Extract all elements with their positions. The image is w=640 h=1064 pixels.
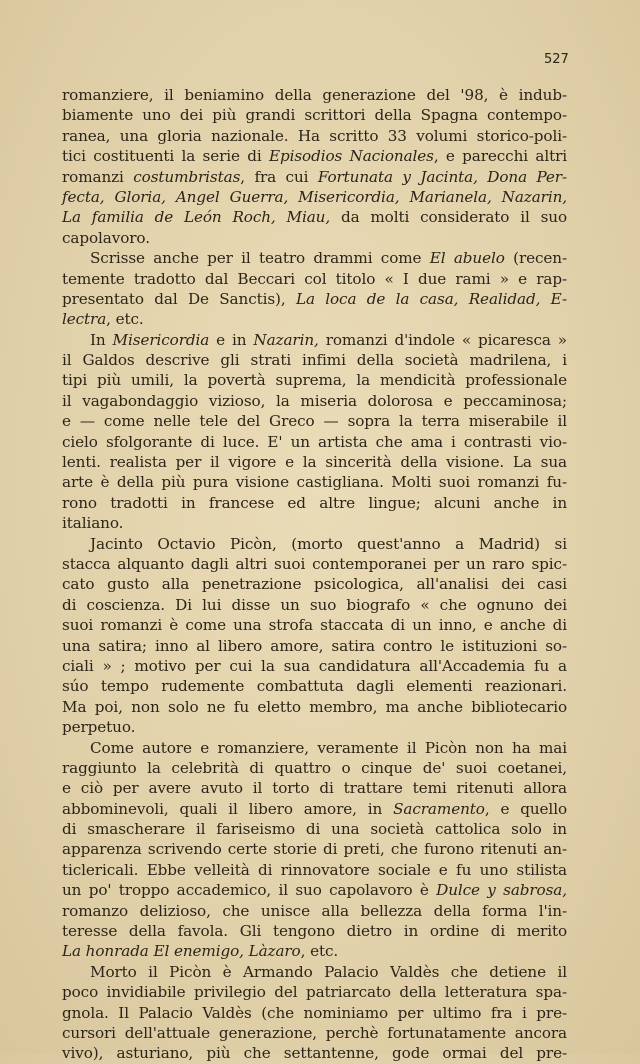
text-line <box>62 738 567 758</box>
text-segment: , e quello <box>484 799 567 818</box>
text-line <box>62 1023 567 1043</box>
text-segment: arte è della più pura visione castigliana. Molti suoi romanzi fu- <box>62 473 567 492</box>
italic-title: Dulce y sabrosa, <box>436 881 567 900</box>
text-segment: teresse della favola. Gli tengono dietro in ordine di merito <box>62 922 567 941</box>
text-segment: Come autore e romanziere, veramente il Picòn non ha mai <box>90 738 567 757</box>
text-segment: temente tradotto dal Beccari col titolo « I due rami » e rap- <box>62 269 567 288</box>
text-line <box>62 901 567 921</box>
page-number: 527 <box>544 52 569 67</box>
text-line <box>62 472 567 492</box>
text-line <box>62 717 567 737</box>
text-segment: (recen- <box>504 249 568 268</box>
text-segment: abbominevoli, quali il libero amore, in <box>62 799 394 818</box>
text-line <box>62 146 567 166</box>
italic-title: fecta, Gloria, Angel Guerra, Misericordia, Marianela, Nazarin, <box>62 187 567 206</box>
text-line <box>62 554 567 574</box>
text-segment: tipi più umili, la povertà suprema, la mendicità professionale <box>62 371 567 390</box>
text-line <box>62 839 567 859</box>
text-segment: suoi romanzi è come una strofa staccata di un inno, e anche di <box>62 616 567 635</box>
text-segment: una satira; inno al libero amore, satira contro le istituzioni so- <box>62 636 567 655</box>
text-line <box>62 370 567 390</box>
text-segment: , e parecchi altri <box>433 147 567 166</box>
text-line <box>62 941 567 961</box>
text-segment: rono tradotti in francese ed altre lingue; alcuni anche in <box>62 493 567 512</box>
italic-title: La honrada El enemigo, Làzaro <box>62 942 301 961</box>
text-line <box>62 778 567 798</box>
text-line <box>62 228 567 248</box>
text-line <box>62 411 567 431</box>
text-line <box>62 207 567 227</box>
text-segment: tici costituenti la serie di <box>62 147 269 166</box>
text-segment: di smascherare il fariseismo di una società cattolica solo in <box>62 820 567 839</box>
text-segment: presentato dal De Sanctis), <box>62 289 296 308</box>
text-segment: di coscienza. Di lui disse un suo biografo « che ognuno dei <box>62 595 567 614</box>
italic-title: Nazarin, <box>253 330 319 349</box>
text-segment: il Galdos descrive gli strati infimi della società madrilena, i <box>62 351 567 370</box>
text-line <box>62 493 567 513</box>
text-segment: lenti. realista per il vigore e la sincerità della visione. La sua <box>62 453 567 472</box>
text-segment: Scrisse anche per il teatro drammi come <box>90 249 430 268</box>
body-text <box>62 85 567 1064</box>
text-line <box>62 309 567 329</box>
text-segment: gnola. Il Palacio Valdès (che nominiamo per ultimo fra i pre- <box>62 1003 567 1022</box>
text-segment: vivo), asturiano, più che settantenne, gode ormai del pre- <box>62 1044 567 1063</box>
text-line <box>62 289 567 309</box>
text-segment: biamente uno dei più grandi scrittori della Spagna contempo- <box>62 106 567 125</box>
italic-title: costumbristas <box>133 167 241 186</box>
text-segment: , etc. <box>106 310 144 329</box>
text-segment: romanzi <box>62 167 134 186</box>
italic-title: Misericordia <box>112 330 210 349</box>
text-line <box>62 350 567 370</box>
text-segment: In <box>90 330 113 349</box>
italic-title: Fortunata y Jacinta, Dona Per- <box>317 167 567 186</box>
text-line <box>62 167 567 187</box>
text-segment: apparenza scrivendo certe storie di preti, che furono ritenuti an- <box>62 840 567 859</box>
text-line <box>62 758 567 778</box>
text-line <box>62 615 567 635</box>
italic-title: El abuelo <box>429 249 505 268</box>
text-line <box>62 105 567 125</box>
text-segment: e in <box>209 330 254 349</box>
text-line <box>62 391 567 411</box>
text-segment: il vagabondaggio vizioso, la miseria dolorosa e peccaminosa; <box>62 391 567 410</box>
text-segment: e ciò per avere avuto il torto di trattare temi ritenuti allora <box>62 779 567 798</box>
text-segment: Jacinto Octavio Picòn, (morto quest'anno a Madrid) si <box>90 534 567 553</box>
text-line <box>62 534 567 554</box>
text-line <box>62 819 567 839</box>
text-line <box>62 432 567 452</box>
text-segment: italiano. <box>62 514 124 533</box>
text-line <box>62 982 567 1002</box>
text-line <box>62 452 567 472</box>
text-segment: e — come nelle tele del Greco — sopra la terra miserabile il <box>62 412 567 431</box>
text-line <box>62 269 567 289</box>
text-line <box>62 126 567 146</box>
text-line <box>62 85 567 105</box>
text-segment: Morto il Picòn è Armando Palacio Valdès che detiene il <box>90 962 567 981</box>
text-segment: romanzi d'indole « picaresca » <box>318 330 567 349</box>
text-line <box>62 880 567 900</box>
text-line <box>62 962 567 982</box>
text-line <box>62 636 567 656</box>
text-segment: , fra cui <box>240 167 318 186</box>
text-segment: ranea, una gloria nazionale. Ha scritto 33 volumi storico-poli- <box>62 126 567 145</box>
italic-title: La loca de la casa, Realidad, E- <box>295 289 567 308</box>
text-segment: , etc. <box>300 942 339 961</box>
text-segment: romanziere, il beniamino della generazione del '98, è indub- <box>62 86 567 104</box>
text-line <box>62 513 567 533</box>
text-segment: cursori dell'attuale generazione, perchè fortunatamente ancora <box>62 1023 567 1042</box>
text-segment: romanzo delizioso, che unisce alla bellezza della forma l'in- <box>62 901 567 920</box>
text-line <box>62 248 567 268</box>
text-segment: perpetuo. <box>62 718 136 737</box>
text-line <box>62 921 567 941</box>
text-line <box>62 595 567 615</box>
text-segment: cielo sfolgorante di luce. E' un artista che ama i contrasti vio- <box>62 432 567 451</box>
text-line <box>62 574 567 594</box>
text-segment: ticlericali. Ebbe velleità di rinnovatore sociale e fu uno stilista <box>62 860 567 879</box>
text-segment: cato gusto alla penetrazione psicologica, all'analisi dei casi <box>62 575 567 594</box>
text-line <box>62 330 567 350</box>
text-segment: da molti considerato il suo <box>330 208 567 227</box>
text-line <box>62 187 567 207</box>
text-line <box>62 697 567 717</box>
text-segment: ciali » ; motivo per cui la sua candidatura all'Accademia fu a <box>62 656 567 675</box>
text-line <box>62 676 567 696</box>
text-line <box>62 1003 567 1023</box>
text-segment: capolavoro. <box>62 228 150 247</box>
text-segment: súo tempo rudemente combattuta dagli elementi reazionari. <box>62 677 567 696</box>
italic-title: lectra <box>62 310 107 329</box>
text-segment: stacca alquanto dagli altri suoi contemporanei per un raro spic- <box>62 554 567 573</box>
italic-title: La familia de León Roch, Miau, <box>62 208 331 227</box>
text-segment: raggiunto la celebrità di quattro o cinque de' suoi coetanei, <box>62 758 567 777</box>
text-line <box>62 656 567 676</box>
text-segment: un po' troppo accademico, il suo capolavoro è <box>62 881 437 900</box>
text-line <box>62 860 567 880</box>
italic-title: Episodios Nacionales <box>268 147 434 166</box>
text-segment: poco invidiabile privilegio del patriarcato della letteratura spa- <box>62 983 567 1002</box>
text-line <box>62 799 567 819</box>
text-segment: Ma poi, non solo ne fu eletto membro, ma anche bibliotecario <box>62 697 567 716</box>
italic-title: Sacramento <box>393 799 485 818</box>
